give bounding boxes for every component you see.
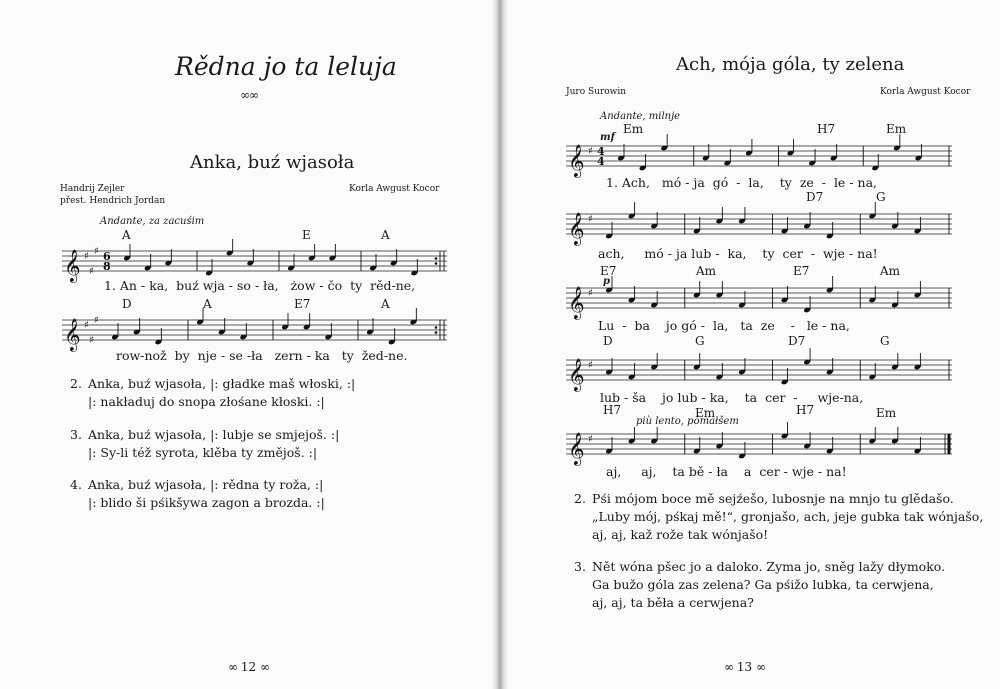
repeat-dot xyxy=(435,262,438,265)
lyric-syllable: - xyxy=(839,390,844,405)
lyric-syllable: - xyxy=(793,390,798,405)
time-signature-top: 6 xyxy=(103,250,111,263)
lyric-syllable: lub xyxy=(600,390,621,405)
time-signature-top: 4 xyxy=(597,145,605,158)
lyric-syllable: ty xyxy=(762,246,775,261)
lyric-syllable: jo xyxy=(665,318,678,333)
chord-symbol: E7 xyxy=(600,264,617,278)
lyric-syllable: wja xyxy=(202,278,225,293)
lyric-syllable: aj, xyxy=(641,464,657,479)
lyric-syllable: le xyxy=(806,318,819,333)
lyric-syllable: čo xyxy=(327,278,343,293)
lyric-syllable: rěd xyxy=(370,278,392,293)
lyric-syllable: - xyxy=(685,175,690,190)
verse-number: 4. xyxy=(70,477,82,492)
lyric-line xyxy=(606,175,877,190)
music-staff xyxy=(62,246,447,282)
chord-symbol: Am xyxy=(880,264,901,278)
lyric-syllable: ze xyxy=(799,175,814,190)
lyric-syllable: le xyxy=(833,175,846,190)
chord-symbol: H7 xyxy=(603,403,622,417)
repeat-dot xyxy=(435,326,438,329)
lyric-syllable: lub xyxy=(677,390,698,405)
sharp-sign: ♯ xyxy=(94,246,99,257)
chord-symbol: Em xyxy=(886,122,907,136)
treble-clef: 𝄞 xyxy=(568,144,585,177)
lyric-syllable: ne. xyxy=(388,348,408,363)
song-title: Ach, mója góla, ty zelena xyxy=(676,54,905,75)
lyric-syllable: cer xyxy=(765,390,786,405)
page-number: ∞ 13 ∞ xyxy=(724,660,765,674)
lyric-syllable: - xyxy=(849,175,854,190)
lyric-syllable: - xyxy=(700,318,706,333)
tempo-marking: Andante, milnje xyxy=(600,111,681,122)
lyric-syllable: ty xyxy=(341,348,354,363)
chord-symbol: D xyxy=(122,297,132,311)
lyric-syllable: ach, xyxy=(598,246,625,261)
verse-4 xyxy=(70,476,325,512)
lyric-syllable: - xyxy=(715,246,720,261)
chord-symbol: G xyxy=(876,190,886,204)
lyric-syllable: - xyxy=(220,348,226,363)
lyric-syllable: - xyxy=(228,278,234,293)
verse-2 xyxy=(574,490,983,544)
sharp-sign: ♯ xyxy=(94,315,99,326)
lyric-syllable: cer xyxy=(759,464,780,479)
lyric-syllable: gó xyxy=(681,318,697,333)
chord-symbol: D7 xyxy=(806,190,824,204)
chord-symbol: A xyxy=(122,228,131,242)
treble-clef: 𝄞 xyxy=(64,318,81,351)
chord-symbol: E7 xyxy=(294,297,311,311)
verse-line: |: Sy-li též syrota, klěba ty změjoš. :| xyxy=(88,445,318,460)
lyricist-credit xyxy=(60,183,165,207)
verse-line: Ga bužo góla zas zelena? Ga pśižo lubka, ta cerwjena, xyxy=(592,577,934,592)
time-signature-bottom: 8 xyxy=(103,260,111,273)
lyric-syllable: ka, xyxy=(727,246,747,261)
chord-symbol: Am xyxy=(696,264,717,278)
music-staff xyxy=(566,356,952,391)
treble-clef: 𝄞 xyxy=(568,286,585,319)
lyric-line xyxy=(600,390,863,405)
treble-clef: 𝄞 xyxy=(568,212,585,245)
lyric-syllable: - xyxy=(848,246,854,261)
verse-line: |: nakładuj do snopa złośane kłoski. :| xyxy=(88,394,325,409)
lyric-syllable: wje xyxy=(817,390,840,405)
verse-3 xyxy=(574,558,945,612)
sharp-sign: ♯ xyxy=(84,320,89,331)
lyric-syllable: - xyxy=(140,278,146,293)
verse-3 xyxy=(70,426,339,462)
lyric-syllable: - xyxy=(667,246,672,261)
chord-symbol: G xyxy=(695,334,705,348)
lyric-syllable: ta xyxy=(740,318,753,333)
lyric-syllable: ta xyxy=(744,390,758,405)
verse-number: 3. xyxy=(574,559,586,574)
treble-clef: 𝄞 xyxy=(568,432,585,465)
lyric-syllable: - xyxy=(790,318,795,333)
lyric-syllable: - xyxy=(817,464,823,479)
repeat-dot xyxy=(435,257,438,260)
lyric-syllable: na, xyxy=(843,390,864,405)
lyric-syllable: buź xyxy=(176,278,199,293)
lyric-syllable: ka, xyxy=(149,278,169,293)
chord-symbol: H7 xyxy=(817,122,836,136)
sharp-sign: ♯ xyxy=(588,360,593,371)
lyric-line xyxy=(606,464,847,479)
chord-symbol: D xyxy=(603,334,613,348)
lyric-syllable: ty xyxy=(779,175,792,190)
chord-symbol: A xyxy=(381,297,390,311)
cycle-title: Rědna jo ta leluja xyxy=(175,52,397,81)
title-ornament: ∞∞ xyxy=(240,88,258,102)
chord-symbol: A xyxy=(203,297,212,311)
lyric-syllable: - xyxy=(624,390,629,405)
lyric-syllable: żow xyxy=(290,278,316,293)
music-staff xyxy=(566,210,952,245)
lyric-syllable: ła xyxy=(251,348,263,363)
treble-clef: 𝄞 xyxy=(568,358,585,391)
page-number-ornament: ∞ xyxy=(259,660,269,674)
verse-line: Pśi mójom boce mě sejźešo, lubosnje na mnjo tu glědašo. xyxy=(592,491,954,506)
lyric-syllable: by xyxy=(174,348,190,363)
verse-number: 3. xyxy=(70,427,82,442)
lyric-syllable: ša xyxy=(632,390,647,405)
verse-line: aj, aj, ta běła a cerwjena? xyxy=(592,595,754,610)
lyric-syllable: ka, xyxy=(709,390,729,405)
chord-symbol: H7 xyxy=(796,403,815,417)
lyric-syllable: ba xyxy=(634,318,650,333)
lyric-syllable: 1. Ach, xyxy=(606,175,650,190)
lyric-syllable: ze xyxy=(760,318,775,333)
lyric-syllable: lub xyxy=(691,246,712,261)
verse-line: |: blido ši pśikšywa zagon a brozda. :| xyxy=(88,495,325,510)
lyric-syllable: na! xyxy=(826,464,847,479)
page-number-ornament: ∞ xyxy=(755,660,765,674)
sharp-sign: ♯ xyxy=(588,214,593,225)
chord-symbol: Em xyxy=(876,406,897,420)
repeat-dot xyxy=(435,331,438,334)
lyric-syllable: ja xyxy=(693,175,705,190)
sharp-sign: ♯ xyxy=(588,146,593,157)
lyric-syllable: - xyxy=(821,175,826,190)
lyric-syllable: ta xyxy=(672,464,685,479)
verse-number: 2. xyxy=(574,491,586,506)
chord-symbol: E xyxy=(302,228,311,242)
lyric-syllable: - xyxy=(254,278,260,293)
lyric-line xyxy=(104,278,415,293)
lyric-syllable: jo xyxy=(662,390,674,405)
lyric-syllable: mó xyxy=(661,175,682,190)
lyric-syllable: - xyxy=(391,278,396,293)
composer-credit: Korla Awgust Kocor xyxy=(349,184,440,194)
lyric-syllable: na, xyxy=(857,175,878,190)
lyric-syllable: wje xyxy=(822,246,845,261)
lyric-syllable: - xyxy=(383,348,389,363)
music-staff xyxy=(566,430,952,465)
lyric-syllable: - xyxy=(783,464,788,479)
sharp-sign: ♯ xyxy=(588,288,593,299)
lyric-syllable: cer xyxy=(782,246,803,261)
lyric-syllable: - xyxy=(810,246,816,261)
verse-number: 2. xyxy=(70,376,82,391)
page-number-ornament: ∞ xyxy=(724,660,733,674)
treble-clef: 𝄞 xyxy=(64,249,81,282)
lyric-syllable: a xyxy=(743,464,752,479)
lyric-syllable: nje xyxy=(197,348,217,363)
music-staff xyxy=(566,142,952,177)
verse-line: Nět wóna pšec jo a daloko. Zyma jo, sněg lažy dłymoko. xyxy=(592,559,946,574)
lyric-syllable: - xyxy=(701,390,706,405)
chord-symbol: Em xyxy=(623,122,644,136)
verse-line: Anka, buź wjasoła, |: rědna ty roža, :| xyxy=(88,477,324,492)
lyric-syllable: Lu xyxy=(598,318,615,333)
sharp-sign: ♯ xyxy=(588,434,593,445)
lyric-syllable: - xyxy=(708,464,713,479)
verse-line: Anka, buź wjasoła, |: gładke maš włoski, :| xyxy=(88,376,356,391)
lyric-syllable: - xyxy=(306,348,311,363)
dynamic-mark: p xyxy=(603,276,610,287)
chord-symbol: E7 xyxy=(793,264,810,278)
chord-symbol: G xyxy=(880,334,890,348)
lyric-syllable: - xyxy=(822,318,827,333)
chord-symbol: D7 xyxy=(788,334,806,348)
lyric-syllable: na! xyxy=(857,246,878,261)
verse-line: „Luby mój, pśkaj mě!“, gronjašo, ach, jeje gubka tak wónjašo, xyxy=(592,509,984,524)
sharp-sign: ♯ xyxy=(84,251,89,262)
lyric-syllable: ja xyxy=(675,246,688,261)
lyric-syllable: - xyxy=(736,175,741,190)
lyric-syllable: zern xyxy=(274,348,303,363)
lyric-syllable: se xyxy=(229,348,243,363)
lyric-line xyxy=(598,246,878,261)
time-signature-bottom: 4 xyxy=(597,155,605,168)
chord-symbol: Em xyxy=(695,406,716,420)
lyric-line xyxy=(116,348,407,363)
lyric-syllable: ty xyxy=(350,278,363,293)
lyric-syllable: wje xyxy=(791,464,814,479)
lyric-syllable: ła xyxy=(716,464,728,479)
lyric-syllable: na, xyxy=(830,318,850,333)
lyric-syllable: la, xyxy=(748,175,764,190)
lyric-syllable: row xyxy=(116,348,141,363)
verse-line: Anka, buź wjasoła, |: lubje se smjejoš. :| xyxy=(88,427,340,442)
lyric-syllable: so xyxy=(237,278,251,293)
lyric-syllable: nož xyxy=(144,348,167,363)
lyric-syllable: - xyxy=(140,348,145,363)
verse-2 xyxy=(70,375,355,411)
lyric-syllable: ka xyxy=(314,348,330,363)
lyric-syllable: - xyxy=(622,318,627,333)
lyric-syllable: aj, xyxy=(606,464,622,479)
lyric-syllable: žed xyxy=(361,348,384,363)
lyric-syllable: gó xyxy=(712,175,729,190)
sharp-sign: ♯ xyxy=(89,266,94,277)
translator-line: přest. Hendrich Jordan xyxy=(60,196,166,206)
book-gutter xyxy=(492,0,508,689)
lyric-syllable: - xyxy=(319,278,324,293)
left-page xyxy=(0,0,492,689)
music-staff xyxy=(62,315,447,351)
dynamic-mark: mf xyxy=(600,132,615,143)
verse-line: aj, aj, kaž rože tak wónjašo! xyxy=(592,527,769,542)
sharp-sign: ♯ xyxy=(89,335,94,346)
lyric-syllable: ła, xyxy=(263,278,279,293)
lyricist-line: Handrij Zejler xyxy=(60,184,125,194)
lyric-syllable: ne, xyxy=(395,278,416,293)
lyric-syllable: la, xyxy=(712,318,729,333)
music-staff xyxy=(566,284,952,319)
tempo-marking: Andante, za zacuśim xyxy=(100,216,205,227)
page-number-ornament: ∞ xyxy=(228,660,237,674)
page-number: ∞ 12 ∞ xyxy=(228,660,269,674)
chord-symbol: A xyxy=(381,228,390,242)
lyric-syllable: - xyxy=(246,348,252,363)
lyric-syllable: 1. An xyxy=(104,278,137,293)
right-page xyxy=(508,0,1000,689)
lyricist-credit: Juro Surowin xyxy=(566,87,627,97)
lyric-syllable: mó xyxy=(644,246,664,261)
lyric-syllable: bě xyxy=(688,464,705,479)
tempo-change: più lento, pómałšem xyxy=(636,416,739,427)
composer-credit: Korla Awgust Kocor xyxy=(880,87,971,97)
lyric-line xyxy=(598,318,850,333)
song-title: Anka, buź wjasoła xyxy=(190,152,355,173)
